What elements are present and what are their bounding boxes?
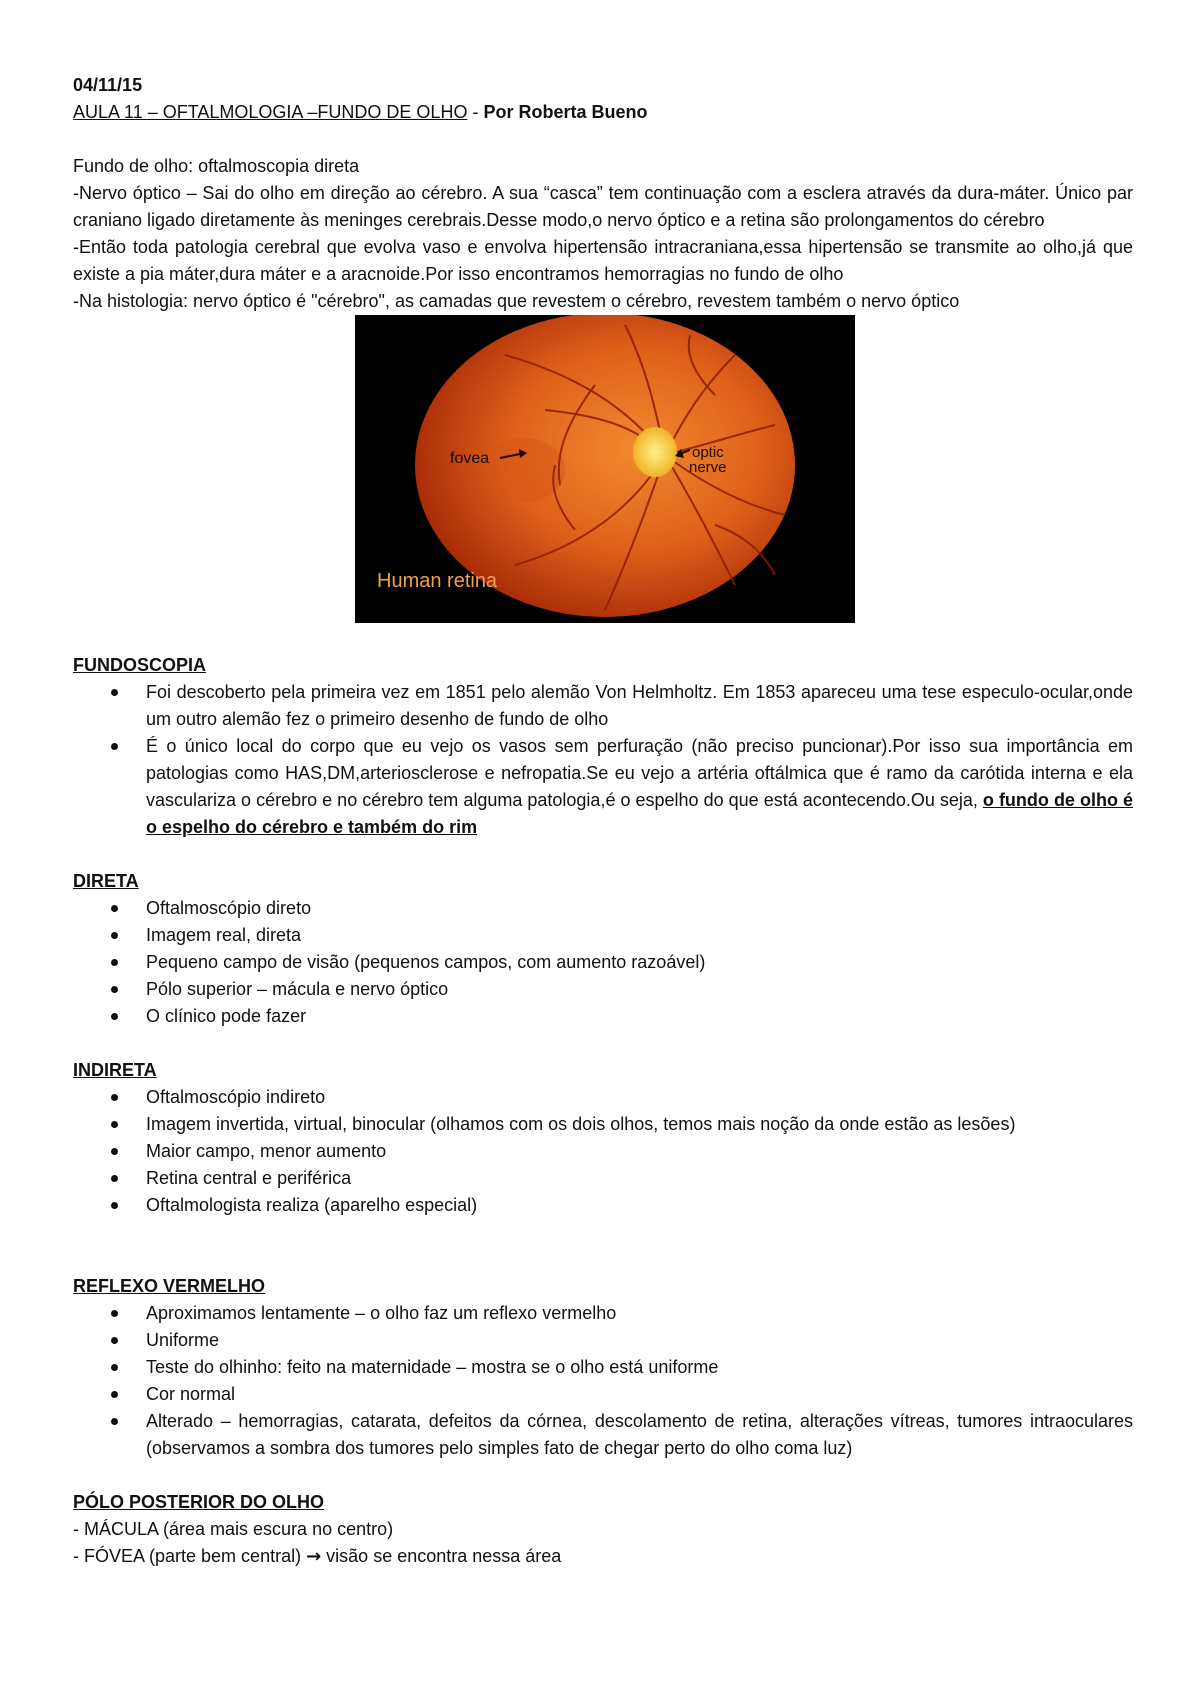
- list-item: Pólo superior – mácula e nervo óptico: [73, 976, 1133, 1003]
- polo-line-fovea-a: - FÓVEA (parte bem central): [73, 1546, 307, 1566]
- intro-paragraph-1: -Nervo óptico – Sai do olho em direção ao cérebro. A sua “casca” tem continuação com a esclera através da dura-máter. Único par craniano ligado diretamente às meninges cerebrais.Desse modo,o nervo óptico e a retina são prolongamentos do cérebro: [73, 183, 1133, 230]
- list-item: Oftalmoscópio indireto: [73, 1084, 1133, 1111]
- list-item: [73, 733, 1133, 841]
- polo-line-macula: - MÁCULA (área mais escura no centro): [73, 1519, 394, 1539]
- list-item: Imagem real, direta: [73, 922, 1133, 949]
- list-item: Oftalmoscópio direto: [73, 895, 1133, 922]
- retina-image: [355, 315, 855, 623]
- intro-subtitle: Fundo de olho: oftalmoscopia direta: [73, 156, 360, 176]
- heading-direta: DIRETA: [73, 871, 139, 891]
- intro-paragraph-2: -Então toda patologia cerebral que evolva vaso e envolva hipertensão intracraniana,essa hipertensão se transmite ao olho,já que existe a pia máter,dura máter e a aracnoide.Por isso encontramos hemorragias no fundo de olho: [73, 237, 1133, 284]
- retina-figure: [73, 315, 1133, 625]
- list-reflexo-vermelho: [73, 1300, 1133, 1462]
- retina-illustration: [355, 315, 855, 623]
- list-item-text: É o único local do corpo que eu vejo os vasos sem perfuração (não preciso puncionar).Por isso sua importância em patologias como HAS,DM,arteriosclerose e nefropatia.Se eu vejo a artéria oftálmica que é ramo da carótida interna e ela vasculariza o cérebro e no cérebro tem alguma patologia,é o espelho do que está acontecendo.Ou seja,: [146, 736, 1133, 810]
- title-underlined: AULA 11 – OFTALMOLOGIA –FUNDO DE OLHO: [73, 102, 468, 122]
- polo-line-fovea-b: visão se encontra nessa área: [321, 1546, 562, 1566]
- list-item: Aproximamos lentamente – o olho faz um reflexo vermelho: [73, 1300, 1133, 1327]
- list-item: Uniforme: [73, 1327, 1133, 1354]
- heading-polo-posterior: PÓLO POSTERIOR DO OLHO: [73, 1492, 325, 1512]
- optic-disc: [633, 427, 677, 477]
- list-item: O clínico pode fazer: [73, 1003, 1133, 1030]
- document-title: [73, 99, 1133, 126]
- emphasis-mirror: o fundo de olho é o espelho do cérebro e também do rim: [146, 790, 1133, 837]
- heading-reflexo-vermelho: REFLEXO VERMELHO: [73, 1276, 266, 1296]
- list-item: Teste do olhinho: feito na maternidade – mostra se o olho está uniforme: [73, 1354, 1133, 1381]
- list-item: Foi descoberto pela primeira vez em 1851 pelo alemão Von Helmholtz. Em 1853 apareceu uma tese especulo-ocular,onde um outro alemão fez o primeiro desenho de fundo de olho: [73, 679, 1133, 733]
- document-date: 04/11/15: [73, 75, 143, 95]
- label-fovea: fovea: [450, 450, 490, 467]
- intro-paragraph-3: -Na histologia: nervo óptico é "cérebro", as camadas que revestem o cérebro, revestem também o nervo óptico: [73, 291, 960, 311]
- list-item: Oftalmologista realiza (aparelho especial): [73, 1192, 1133, 1219]
- list-item: Cor normal: [73, 1381, 1133, 1408]
- label-nerve: nerve: [689, 459, 727, 476]
- list-item: Alterado – hemorragias, catarata, defeitos da córnea, descolamento de retina, alterações vítreas, tumores intraoculares (observamos a sombra dos tumores pelo simples fato de chegar perto do olho coma luz): [73, 1408, 1133, 1462]
- right-arrow-icon: →: [306, 1546, 322, 1567]
- list-indireta: [73, 1084, 1133, 1219]
- figure-caption: Human retina: [377, 570, 498, 592]
- list-direta: [73, 895, 1133, 1030]
- title-separator: -: [467, 102, 484, 122]
- label-optic: optic: [692, 444, 724, 461]
- heading-fundoscopia: FUNDOSCOPIA: [73, 655, 207, 675]
- heading-indireta: INDIRETA: [73, 1060, 157, 1080]
- list-item: Imagem invertida, virtual, binocular (olhamos com os dois olhos, temos mais noção da onde estão as lesões): [73, 1111, 1133, 1138]
- list-item: Maior campo, menor aumento: [73, 1138, 1133, 1165]
- polo-line-fovea: [73, 1543, 1133, 1570]
- document-page: [73, 72, 1133, 1570]
- list-fundoscopia: [73, 679, 1133, 841]
- list-item: Retina central e periférica: [73, 1165, 1133, 1192]
- list-item: Pequeno campo de visão (pequenos campos, com aumento razoável): [73, 949, 1133, 976]
- title-author: Por Roberta Bueno: [483, 102, 648, 122]
